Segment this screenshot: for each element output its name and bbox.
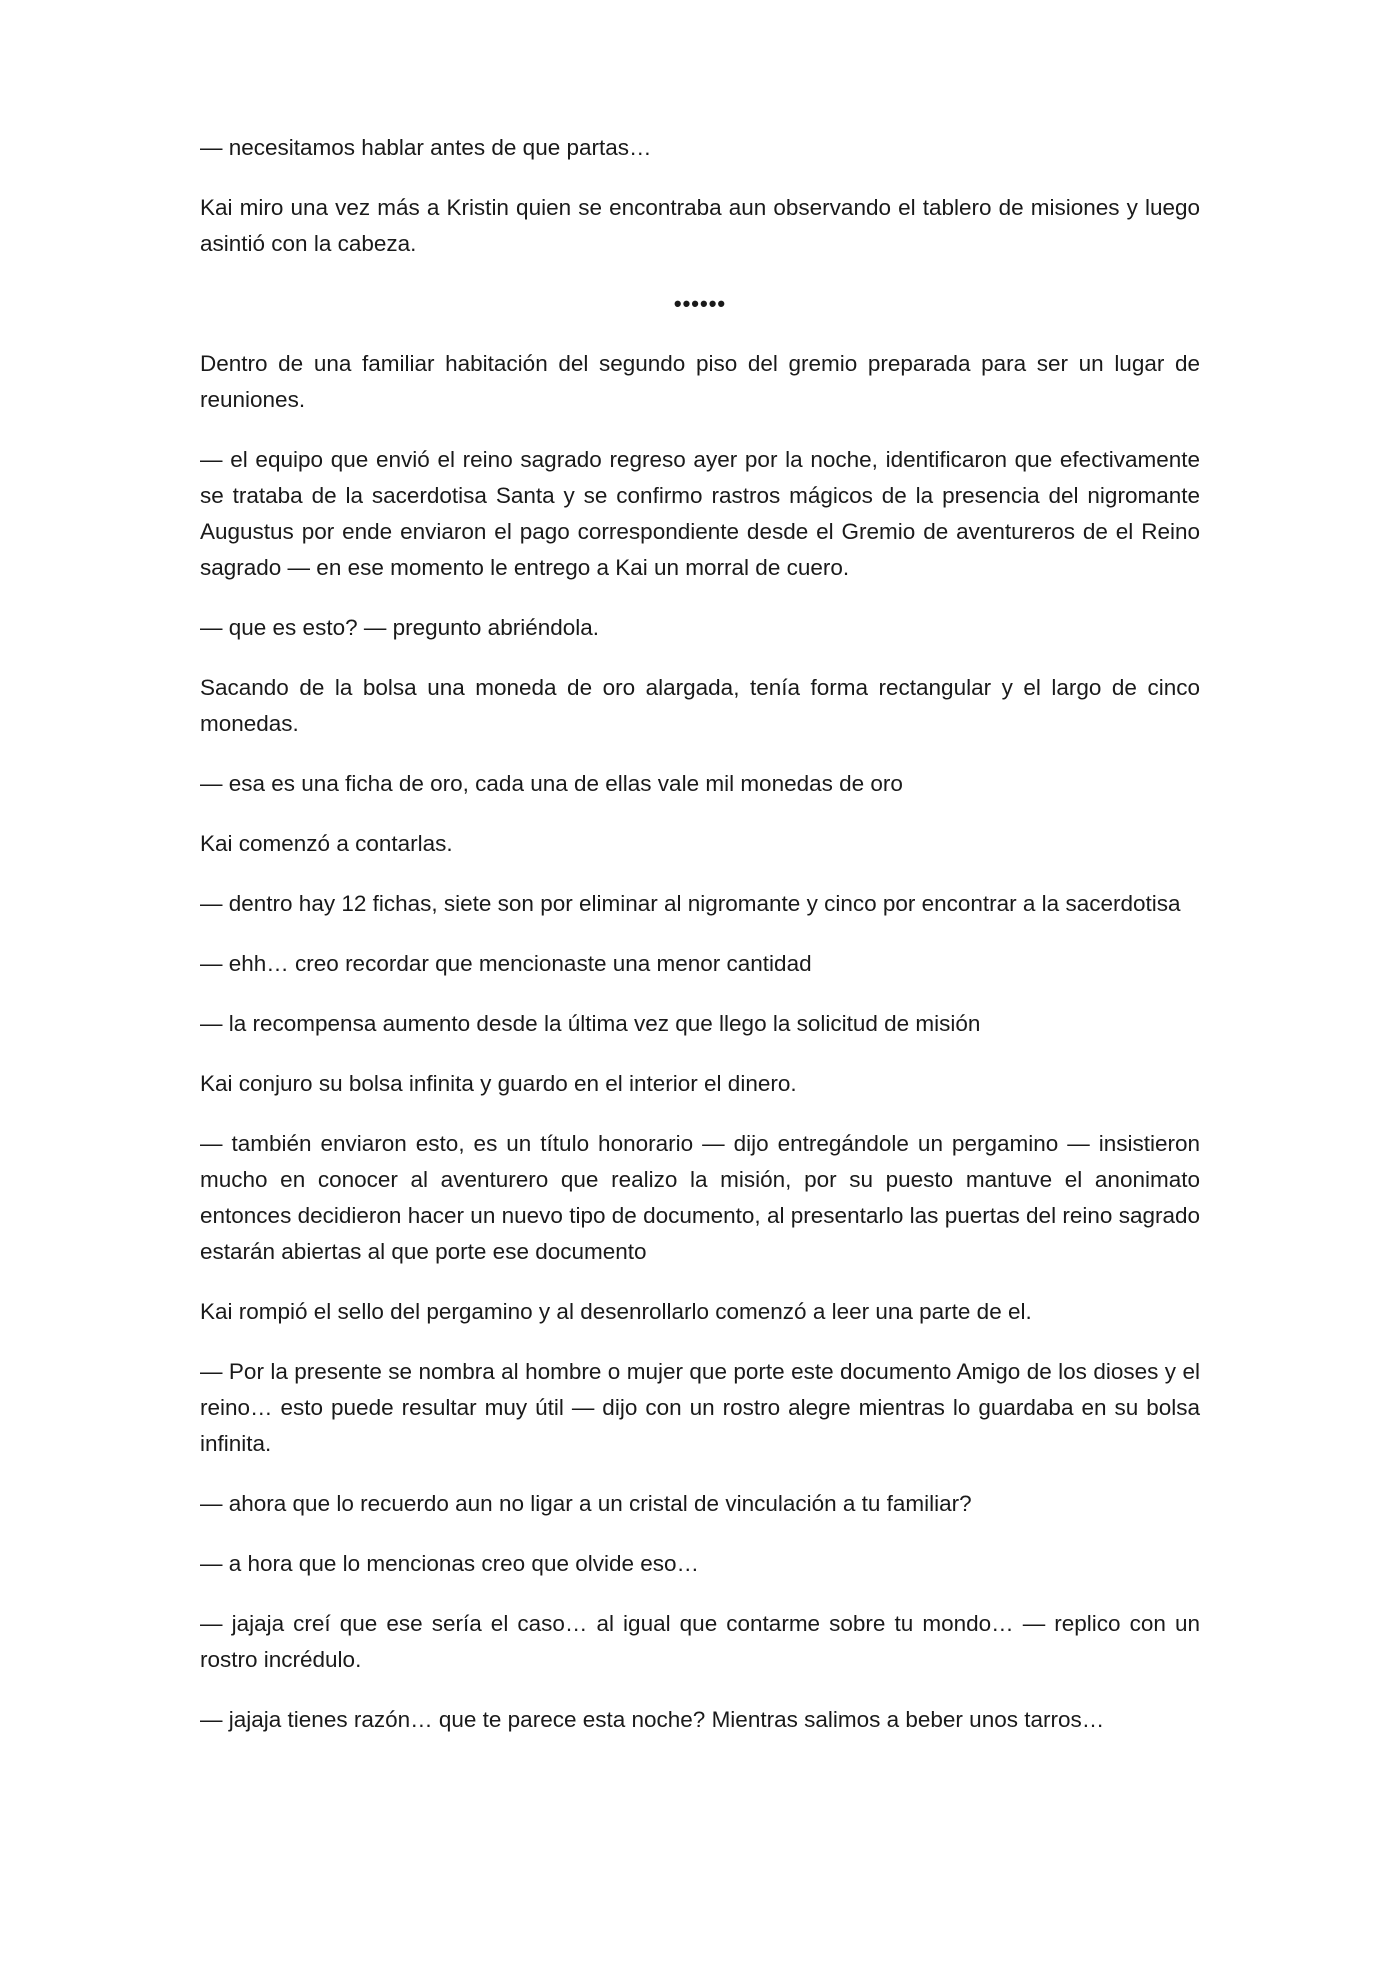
paragraph: Kai miro una vez más a Kristin quien se encontraba aun observando el tablero de misiones y luego asintió con la cabeza. bbox=[200, 195, 1200, 256]
paragraph: — la recompensa aumento desde la última vez que llego la solicitud de misión bbox=[200, 1011, 981, 1036]
paragraph: Sacando de la bolsa una moneda de oro alargada, tenía forma rectangular y el largo de cinco monedas. bbox=[200, 675, 1200, 736]
paragraph: — ahora que lo recuerdo aun no ligar a un cristal de vinculación a tu familiar? bbox=[200, 1491, 972, 1516]
paragraph: — Por la presente se nombra al hombre o mujer que porte este documento Amigo de los dioses y el reino… esto puede resultar muy útil — dijo con un rostro alegre mientras lo guardaba en su bolsa infinita. bbox=[200, 1359, 1200, 1456]
paragraph: — dentro hay 12 fichas, siete son por eliminar al nigromante y cinco por encontrar a la sacerdotisa bbox=[200, 891, 1181, 916]
paragraph: — jajaja creí que ese sería el caso… al igual que contarme sobre tu mondo… — replico con un rostro incrédulo. bbox=[200, 1611, 1200, 1672]
paragraph: — jajaja tienes razón… que te parece esta noche? Mientras salimos a beber unos tarros… bbox=[200, 1707, 1105, 1732]
paragraph: Kai comenzó a contarlas. bbox=[200, 831, 453, 856]
paragraph: Kai conjuro su bolsa infinita y guardo en el interior el dinero. bbox=[200, 1071, 797, 1096]
section-separator: •••••• bbox=[673, 291, 727, 316]
paragraph: — necesitamos hablar antes de que partas… bbox=[200, 135, 652, 160]
paragraph: Kai rompió el sello del pergamino y al desenrollarlo comenzó a leer una parte de el. bbox=[200, 1299, 1032, 1324]
paragraph: — ehh… creo recordar que mencionaste una menor cantidad bbox=[200, 951, 812, 976]
paragraph: — que es esto? — pregunto abriéndola. bbox=[200, 615, 600, 640]
paragraph: — esa es una ficha de oro, cada una de ellas vale mil monedas de oro bbox=[200, 771, 903, 796]
paragraph: — también enviaron esto, es un título honorario — dijo entregándole un pergamino — insistieron mucho en conocer al aventurero que realizo la misión, por su puesto mantuve el anonimato entonces decidieron hacer un nuevo tipo de documento, al presentarlo las puertas del reino sagrado estarán abiertas al que porte ese documento bbox=[200, 1131, 1200, 1264]
paragraph: — el equipo que envió el reino sagrado regreso ayer por la noche, identificaron que efectivamente se trataba de la sacerdotisa Santa y se confirmo rastros mágicos de la presencia del nigromante Augustus por ende enviaron el pago correspondiente desde el Gremio de aventureros de el Reino sagrado — en ese momento le entrego a Kai un morral de cuero. bbox=[200, 447, 1200, 580]
document-body bbox=[200, 130, 1200, 1762]
paragraph: — a hora que lo mencionas creo que olvide eso… bbox=[200, 1551, 700, 1576]
paragraph: Dentro de una familiar habitación del segundo piso del gremio preparada para ser un lugar de reuniones. bbox=[200, 351, 1200, 412]
